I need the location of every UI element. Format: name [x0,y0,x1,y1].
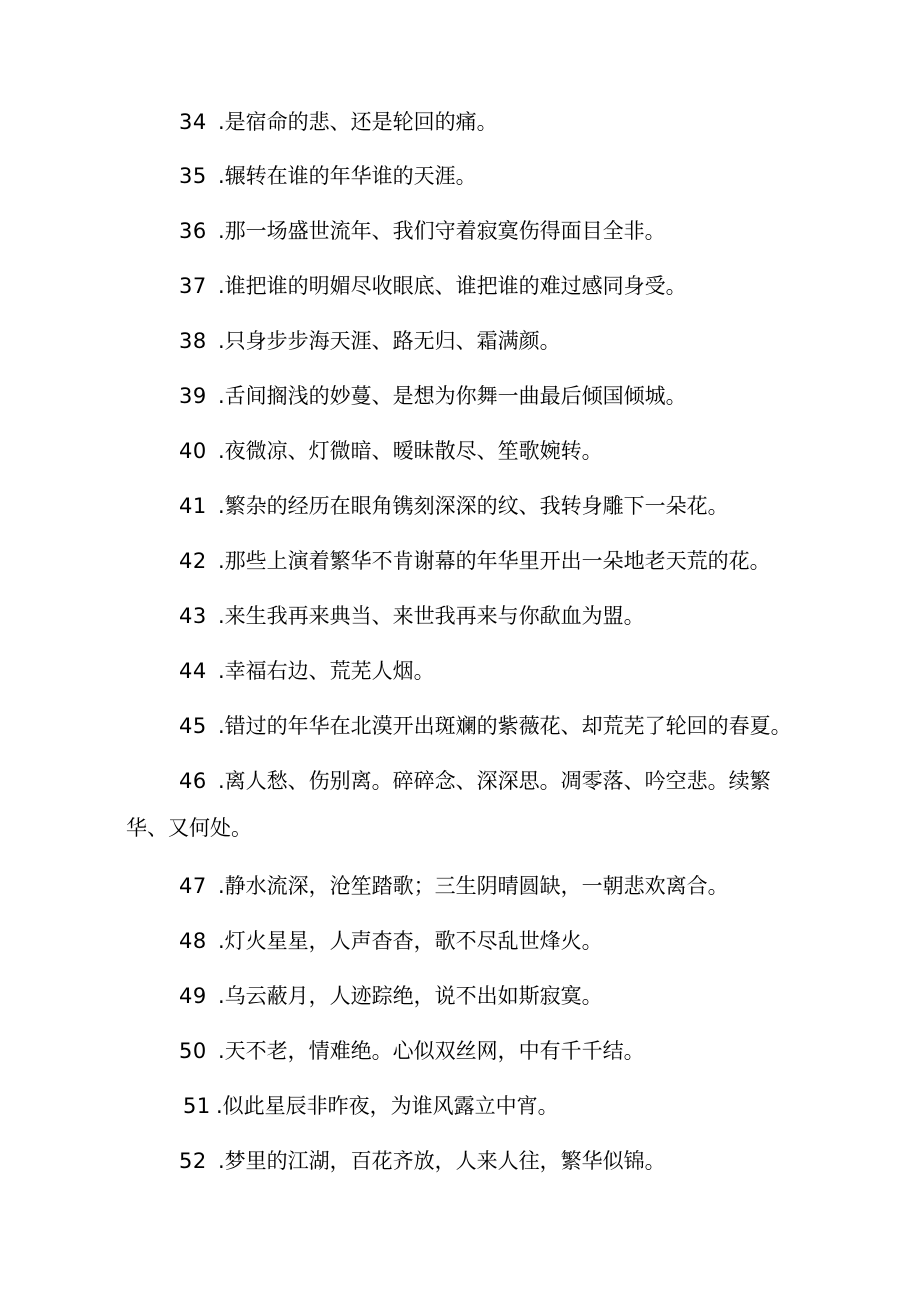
item-text: .是宿命的悲、还是轮回的痛。 [218,110,498,134]
item-number: 45 [179,714,207,738]
item-text-continuation: 华、又何处。 [126,816,252,840]
item-text: .错过的年华在北漠开出斑斓的紫薇花、却荒芜了轮回的春夏。 [218,714,792,738]
item-text: .舌间搁浅的妙蔓、是想为你舞一曲最后倾国倾城。 [218,384,687,408]
item-number: 34 [179,110,207,134]
item-text: .繁杂的经历在眼角镌刻深深的纹、我转身雕下一朵花。 [218,494,729,518]
item-text: .只身步步海天涯、路无归、霜满颜。 [218,329,561,353]
item-text: .灯火星星，人声杳杳，歌不尽乱世烽火。 [218,929,603,953]
item-number: 43 [179,604,207,628]
item-number: 51 [183,1094,211,1118]
item-text: .幸福右边、荒芜人烟。 [218,659,435,683]
item-text: .辗转在谁的年华谁的天涯。 [218,164,477,188]
item-text: .谁把谁的明媚尽收眼底、谁把谁的难过感同身受。 [218,274,687,298]
item-number: 50 [179,1039,207,1063]
item-number: 35 [179,164,207,188]
item-number: 48 [179,929,207,953]
item-number: 36 [179,219,207,243]
item-text: .那一场盛世流年、我们守着寂寞伤得面目全非。 [218,219,666,243]
item-number: 41 [179,494,207,518]
item-text: .似此星辰非昨夜，为谁风露立中宵。 [216,1094,559,1118]
item-number: 52 [179,1149,207,1173]
item-text: .天不老，情难绝。心似双丝网，中有千千结。 [218,1039,645,1063]
item-text: .离人愁、伤别离。碎碎念、深深思。凋零落、吟空悲。续繁 [218,769,771,793]
item-number: 42 [179,549,207,573]
item-number: 38 [179,329,207,353]
item-number: 40 [179,439,207,463]
item-text: .乌云蔽月，人迹踪绝，说不出如斯寂寞。 [218,984,603,1008]
item-number: 39 [179,384,207,408]
item-text: .梦里的江湖，百花齐放，人来人往，繁华似锦。 [218,1149,666,1173]
item-number: 46 [179,769,207,793]
item-text: .夜微凉、灯微暗、暧昧散尽、笙歌婉转。 [218,439,603,463]
item-number: 37 [179,274,207,298]
item-text: .静水流深，沧笙踏歌；三生阴晴圆缺，一朝悲欢离合。 [218,874,729,898]
item-text: .来生我再来典当、来世我再来与你歃血为盟。 [218,604,645,628]
item-number: 44 [179,659,207,683]
item-text: .那些上演着繁华不肯谢幕的年华里开出一朵地老天荒的花。 [218,549,771,573]
item-number: 49 [179,984,207,1008]
item-number: 47 [179,874,207,898]
